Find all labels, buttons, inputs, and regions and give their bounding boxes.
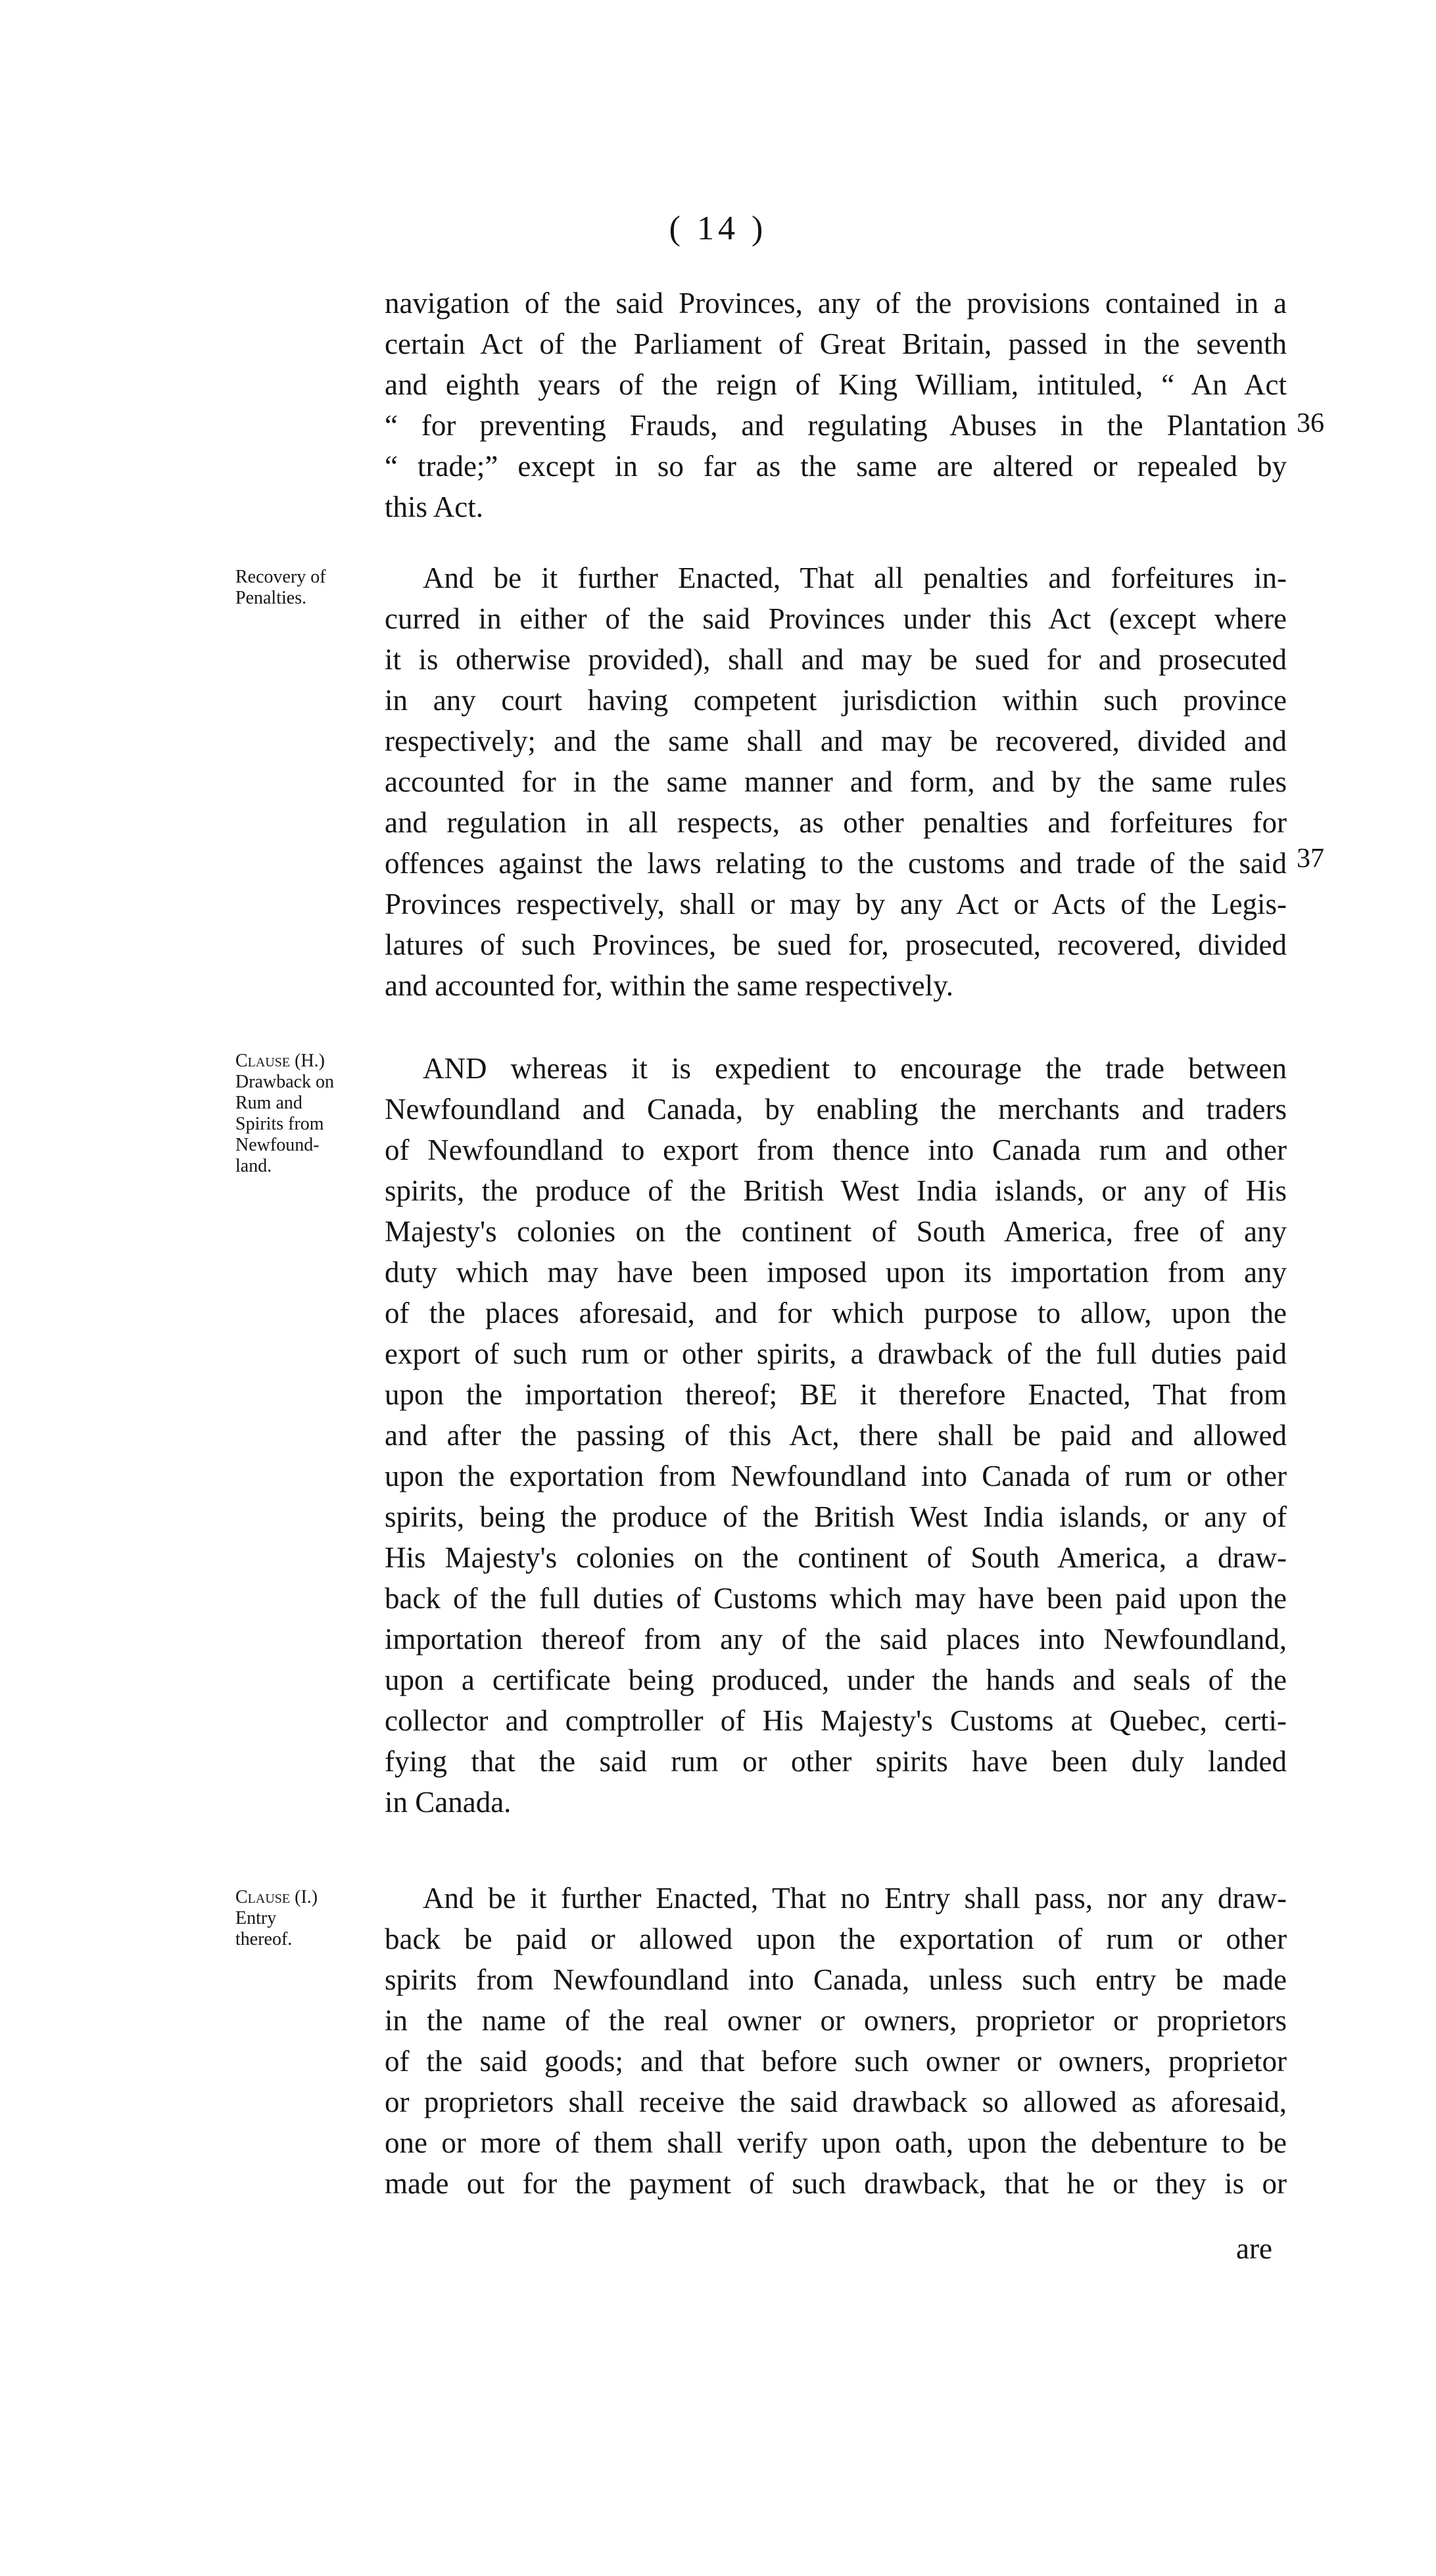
text-line: and after the passing of this Act, there shall be paid and allowed	[385, 1419, 1287, 1452]
text-line: back of the full duties of Customs which may have been paid upon the	[385, 1582, 1287, 1615]
text-line: made out for the payment of such drawback, that he or they is or	[385, 2167, 1287, 2200]
margin-note-clause-h	[235, 1051, 377, 1177]
text-line: in the name of the real owner or owners, proprietor or proprietors	[385, 2004, 1287, 2037]
text-line: duty which may have been imposed upon its importation from any	[385, 1256, 1287, 1289]
text-line: this Act.	[385, 490, 484, 523]
text-line: and regulation in all respects, as other penalties and forfeitures for	[385, 806, 1287, 839]
line-number: 36	[1297, 408, 1324, 439]
margin-note-line: Clause (I.)	[235, 1887, 318, 1907]
text-line: respectively; and the same shall and may be recovered, divided and	[385, 725, 1287, 757]
text-line: upon the exportation from Newfoundland into Canada of rum or other	[385, 1460, 1287, 1492]
text-line: offences against the laws relating to the customs and trade of the said	[385, 847, 1287, 880]
text-line: spirits, being the produce of the British West India islands, or any of	[385, 1500, 1287, 1533]
text-line: back be paid or allowed upon the exportation of rum or other	[385, 1922, 1287, 1955]
margin-note-line: Penalties.	[235, 588, 307, 608]
text-line: it is otherwise provided), shall and may be sued for and prosecuted	[385, 643, 1287, 676]
text-line: export of such rum or other spirits, a drawback of the full duties paid	[385, 1337, 1287, 1370]
text-line: in any court having competent jurisdiction within such province	[385, 684, 1287, 717]
margin-note-line: Newfound-	[235, 1135, 320, 1155]
text-line: and eighth years of the reign of King William, intituled, “ An Act	[385, 368, 1287, 401]
margin-note-line: Rum and	[235, 1093, 302, 1113]
text-line: fying that the said rum or other spirits have been duly landed	[385, 1745, 1287, 1778]
margin-note-recovery-of-penalties	[235, 567, 377, 609]
text-line: in Canada.	[385, 1786, 512, 1819]
text-line: of the places aforesaid, and for which purpose to allow, upon the	[385, 1297, 1287, 1329]
text-line: navigation of the said Provinces, any of the provisions contained in a	[385, 287, 1287, 320]
margin-note-line: land.	[235, 1156, 272, 1176]
text-line: “ trade;” except in so far as the same are altered or repealed by	[385, 450, 1287, 483]
margin-note-line: Clause (H.)	[235, 1051, 325, 1071]
text-line: upon a certificate being produced, under the hands and seals of the	[385, 1663, 1287, 1696]
text-line: importation thereof from any of the said places into Newfoundland,	[385, 1623, 1287, 1656]
text-line: His Majesty's colonies on the continent of South America, a draw-	[385, 1541, 1287, 1574]
text-line: accounted for in the same manner and form, and by the same rules	[385, 765, 1287, 798]
text-line: collector and comptroller of His Majesty's Customs at Quebec, certi-	[385, 1704, 1287, 1737]
text-line: and accounted for, within the same respectively.	[385, 969, 953, 1002]
text-line: spirits from Newfoundland into Canada, unless such entry be made	[385, 1963, 1287, 1996]
text-line: certain Act of the Parliament of Great Britain, passed in the seventh	[385, 327, 1287, 360]
text-line: “ for preventing Frauds, and regulating Abuses in the Plantation	[385, 409, 1287, 442]
text-line: AND whereas it is expedient to encourage the trade between	[423, 1052, 1287, 1085]
text-line: And be it further Enacted, That all penalties and forfeitures in-	[423, 561, 1287, 594]
catchword: are	[1236, 2232, 1272, 2265]
margin-note-line: thereof.	[235, 1929, 293, 1949]
text-line: of the said goods; and that before such owner or owners, proprietor	[385, 2045, 1287, 2078]
text-line: curred in either of the said Provinces under this Act (except where	[385, 602, 1287, 635]
page-number: ( 14 )	[669, 210, 767, 247]
text-line: one or more of them shall verify upon oath, upon the debenture to be	[385, 2126, 1287, 2159]
margin-note-line: Drawback on	[235, 1072, 335, 1092]
text-line: latures of such Provinces, be sued for, prosecuted, recovered, divided	[385, 928, 1287, 961]
margin-note-line: Spirits from	[235, 1114, 324, 1134]
text-line: of Newfoundland to export from thence into Canada rum and other	[385, 1133, 1287, 1166]
text-line: Majesty's colonies on the continent of South America, free of any	[385, 1215, 1287, 1248]
margin-note-clause-i	[235, 1887, 377, 1950]
text-line: upon the importation thereof; BE it therefore Enacted, That from	[385, 1378, 1287, 1411]
text-line: Provinces respectively, shall or may by any Act or Acts of the Legis-	[385, 888, 1287, 920]
line-number: 37	[1297, 844, 1324, 874]
text-line: And be it further Enacted, That no Entry shall pass, nor any draw-	[423, 1882, 1287, 1915]
margin-note-line: Recovery of	[235, 567, 326, 587]
text-line: Newfoundland and Canada, by enabling the merchants and traders	[385, 1093, 1287, 1126]
margin-note-line: Entry	[235, 1908, 277, 1928]
text-line: or proprietors shall receive the said drawback so allowed as aforesaid,	[385, 2086, 1287, 2118]
text-line: spirits, the produce of the British West India islands, or any of His	[385, 1174, 1287, 1207]
